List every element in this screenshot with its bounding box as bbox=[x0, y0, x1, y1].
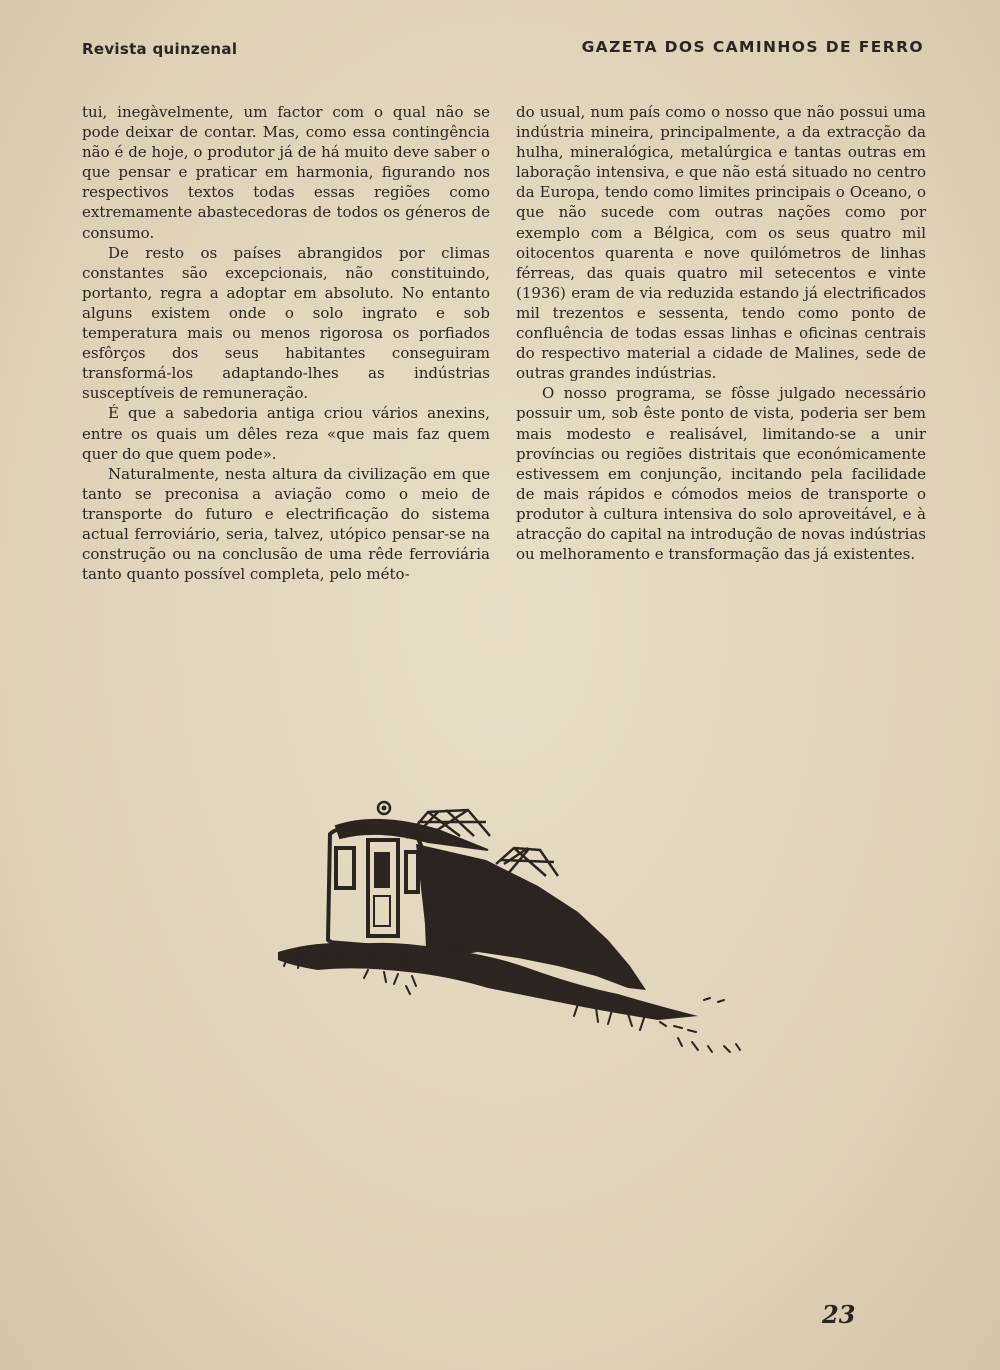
header-magazine-title: GAZETA DOS CAMINHOS DE FERRO bbox=[581, 38, 924, 56]
text-column-right bbox=[516, 102, 926, 564]
paragraph: tui, inegàvelmente, um factor com o qual não se pode deixar de contar. Mas, como essa contingência não é de hoje, o produtor já de há muito deve saber o que pensar e praticar em harmonia, figurando nos respectivos textos todas essas regiões como extremamente abastecedoras de todos os géneros de consumo. bbox=[82, 103, 490, 242]
paragraph: do usual, num país como o nosso que não possui uma indústria mineira, principalmente, a da extracção da hulha, mineralógica, metalúrgica e tantas outras em laboração intensiva, e que não está situado no centro da Europa, tendo como limites principais o Oceano, o que não sucede com outras nações como por exemplo com a Bélgica, com os seus quatro mil oitocentos quarenta e nove quilómetros de linhas férreas, das quais quatro mil setecentos e vinte (1936) eram de via reduzida estando já electrificados mil trezentos e sessenta, tendo como ponto de confluência de todas essas linhas e oficinas centrais do respectivo material a cidade de Malines, sede de outras grandes indústrias. bbox=[516, 103, 926, 383]
paragraph: O nosso programa, se fôsse julgado necessário possuir um, sob êste ponto de vista, poderia ser bem mais modesto e realisável, limitando-se a unir províncias ou regiões distritais que económicamente estivessem em conjunção, incitando pela facilidade de mais rápidos e cómodos meios de transporte o produtor à cultura intensiva do solo aproveitável, e à atracção do capital na introdução de novas indústrias ou melhoramento e transformação das já existentes. bbox=[516, 384, 926, 564]
electric-railcar-illustration bbox=[278, 790, 748, 1060]
page-number: 23 bbox=[822, 1300, 856, 1329]
paragraph: De resto os países abrangidos por climas constantes são excepcionais, não constituindo, portanto, regra a adoptar em absoluto. No entanto alguns existem onde o solo ingrato e sob temperatura mais ou menos rigorosa os porfiados esfôrços dos seus habitantes conseguiram transformá-los adaptando-lhes as indústrias susceptíveis de remuneração. bbox=[82, 243, 490, 403]
paragraph: Naturalmente, nesta altura da civilização em que tanto se preconisa a aviação como o meio de transporte do futuro e electrificação do sistema actual ferroviário, seria, talvez, utópico pensar-se na construção ou na conclusão de uma rêde ferroviária tanto quanto possível completa, pelo méto- bbox=[82, 464, 490, 584]
text-column-left bbox=[82, 102, 490, 584]
header-publication-frequency: Revista quinzenal bbox=[82, 40, 238, 58]
paragraph: É que a sabedoria antiga criou vários anexins, entre os quais um dêles reza «que mais faz quem quer do que quem pode». bbox=[82, 404, 490, 463]
